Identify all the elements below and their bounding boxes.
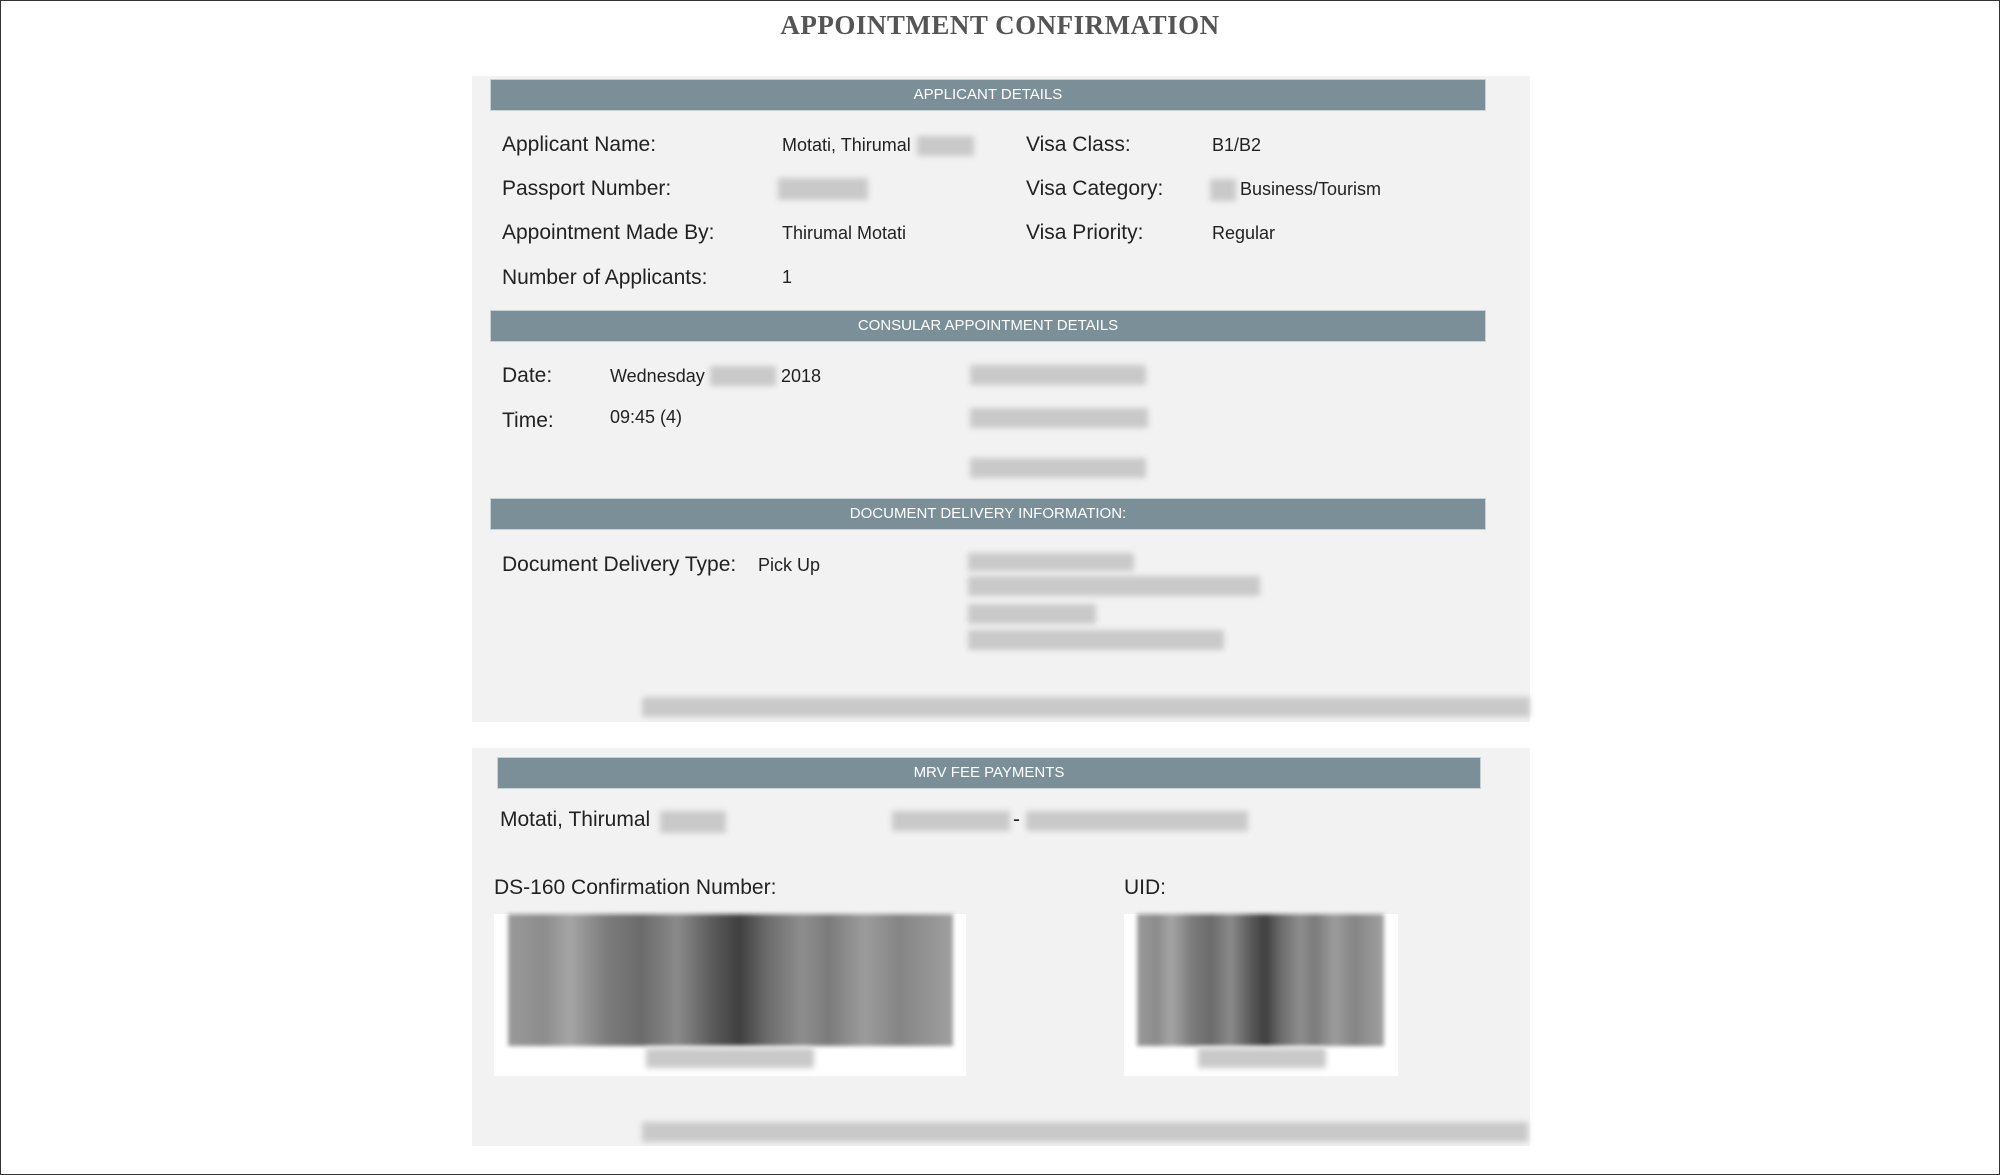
redacted-payer-surname xyxy=(660,811,726,833)
number-of-applicants-label: Number of Applicants: xyxy=(502,266,708,289)
number-of-applicants-value: 1 xyxy=(782,267,793,287)
appointment-made-by-label: Appointment Made By: xyxy=(502,221,715,244)
uid-barcode xyxy=(1137,914,1384,1046)
date-year-value: 2018 xyxy=(781,366,822,386)
visa-category-label: Visa Category: xyxy=(1026,177,1164,200)
receipt-separator: - xyxy=(1013,808,1020,831)
redacted-footer-text-2 xyxy=(642,1122,1528,1142)
visa-class-value: B1/B2 xyxy=(1212,135,1262,155)
ds160-label: DS-160 Confirmation Number: xyxy=(494,876,777,899)
redacted-passport-number xyxy=(778,178,868,200)
uid-label: UID: xyxy=(1124,876,1166,899)
redacted-visa-category-code xyxy=(1210,179,1236,201)
appointment-made-by-value: Thirumal Motati xyxy=(782,223,907,243)
redacted-address-line-2 xyxy=(968,576,1260,596)
details-panel xyxy=(472,76,1530,722)
redacted-footer-text-1 xyxy=(642,697,1530,717)
redacted-address-line-4 xyxy=(968,630,1224,650)
applicant-details-header: APPLICANT DETAILS xyxy=(490,79,1486,111)
visa-priority-value: Regular xyxy=(1212,223,1276,243)
redacted-receipt-detail xyxy=(1026,811,1248,831)
applicant-name-label: Applicant Name: xyxy=(502,133,657,156)
redacted-location-line-2 xyxy=(970,408,1148,428)
time-label: Time: xyxy=(502,409,554,432)
applicant-name-value: Motati, Thirumal xyxy=(782,135,911,155)
date-label: Date: xyxy=(502,364,553,387)
visa-class-label: Visa Class: xyxy=(1026,133,1131,156)
page-title: APPOINTMENT CONFIRMATION xyxy=(780,10,1220,40)
document-delivery-header: DOCUMENT DELIVERY INFORMATION: xyxy=(490,498,1486,530)
redacted-ds160-number xyxy=(646,1048,814,1068)
redacted-surname xyxy=(917,136,974,156)
visa-priority-label: Visa Priority: xyxy=(1026,221,1144,244)
visa-category-value: Business/Tourism xyxy=(1240,179,1382,199)
delivery-type-value: Pick Up xyxy=(758,555,821,575)
redacted-location-line-3 xyxy=(970,458,1146,478)
passport-number-label: Passport Number: xyxy=(502,177,672,200)
ds160-barcode xyxy=(508,914,953,1046)
time-value: 09:45 (4) xyxy=(610,407,683,427)
mrv-fee-header: MRV FEE PAYMENTS xyxy=(497,757,1481,789)
redacted-address-line-1 xyxy=(968,553,1134,571)
redacted-uid-number xyxy=(1198,1048,1326,1068)
redacted-date xyxy=(710,366,776,386)
redacted-receipt-number xyxy=(892,811,1010,831)
redacted-address-line-3 xyxy=(968,604,1096,624)
date-day-value: Wednesday xyxy=(610,366,705,386)
delivery-type-label: Document Delivery Type: xyxy=(502,553,737,576)
consular-appointment-header: CONSULAR APPOINTMENT DETAILS xyxy=(490,310,1486,342)
redacted-location-line-1 xyxy=(970,365,1146,385)
fee-payer-name: Motati, Thirumal xyxy=(500,808,651,831)
